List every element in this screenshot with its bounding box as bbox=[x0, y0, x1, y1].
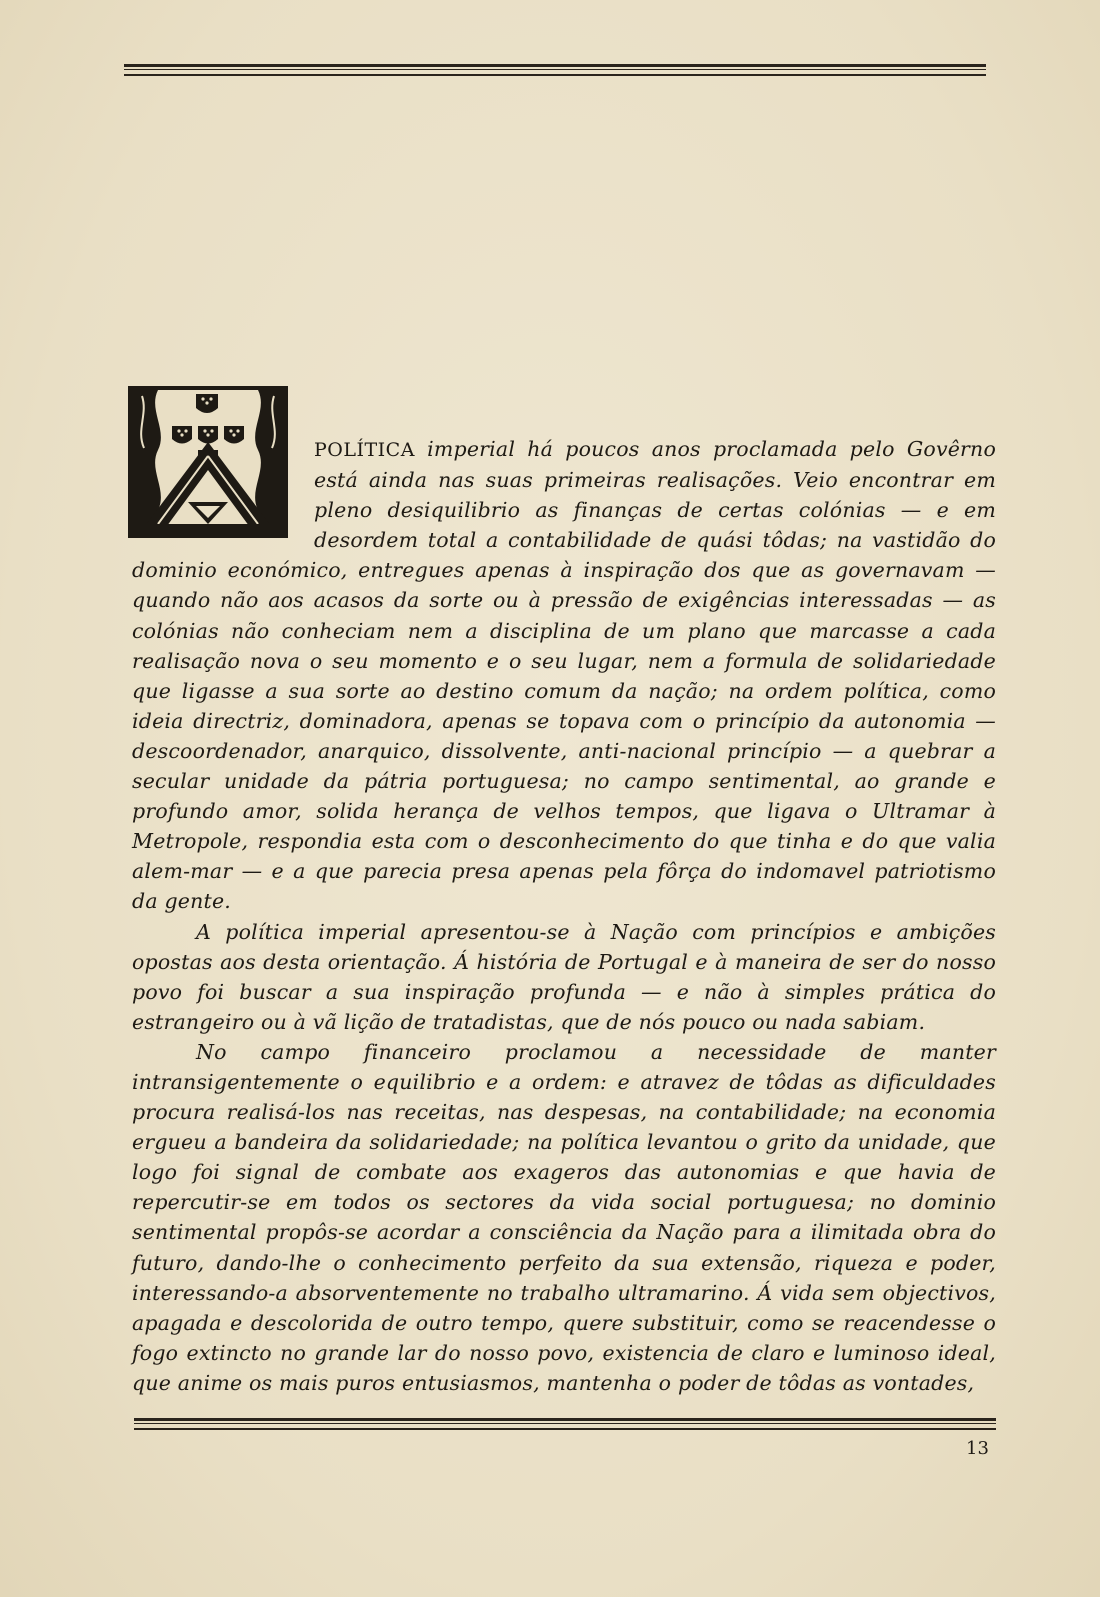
paragraph-1-text: imperial há poucos anos proclamada pelo Govêrno está ainda nas suas primeiras realisações. Veio encontrar em pleno desiquilibrio as finanças de certas colónias — e em desordem total a contabilidade de quási tôdas; na vastidão do dominio económico, entregues apenas à inspiração dos que as governavam — quando não aos acasos da sorte ou à pressão de exigências interessadas — as colónias não conheciam nem a disciplina de um plano que marcasse a cada realisação nova o seu momento e o seu lugar, nem a formula de solidariedade que ligasse a sua sorte ao destino comum da nação; na ordem política, como ideia directriz, dominadora, apenas se topava com o princípio da autonomia — descoordenador, anarquico, dissolvente, anti-nacional princípio — a quebrar a secular unidade da pátria portuguesa; no campo sentimental, ao grande e profundo amor, solida herança de velhos tempos, que ligava o Ultramar à Metropole, respondia esta com o desconhecimento do que tinha e do que valia alem-mar — e a que parecia presa apenas pela fôrça do indomavel patriotismo da gente. bbox=[132, 437, 996, 914]
page-number: 13 bbox=[966, 1438, 989, 1459]
top-rule bbox=[124, 64, 986, 76]
bottom-rule bbox=[134, 1418, 996, 1430]
paragraph-3: No campo financeiro proclamou a necessidade de manter intransigentemente o equilibrio e a ordem: e atravez de tôdas as dificuldades procura realisá-los nas receitas, nas despesas, na contabilidade; na economia ergueu a bandeira da solidariedade; na política levantou o grito da unidade, que logo foi signal de combate aos exageros das autonomias e que havia de repercutir-se em todos os sectores da vida social portuguesa; no dominio sentimental propôs-se acordar a consciência da Nação para a ilimitada obra do futuro, dando-lhe o conhecimento perfeito da sua extensão, riqueza e poder, interessando-a absorventemente no trabalho ultramarino. Á vida sem objectivos, apagada e descolorida de outro tempo, quere substituir, como se reacendesse o fogo extincto no grande lar do nosso povo, existencia de claro e luminoso ideal, que anime os mais puros entusiasmos, mantenha o poder de tôdas as vontades, bbox=[132, 1039, 996, 1395]
coat-of-arms-icon bbox=[128, 386, 288, 538]
lead-word: POLÍTICA bbox=[314, 439, 415, 461]
article-body bbox=[132, 434, 996, 1398]
paragraph-2: A política imperial apresentou-se à Nação com princípios e ambições opostas aos desta orientação. Á história de Portugal e à maneira de ser do nosso povo foi buscar a sua inspiração profunda — e não à simples prática do estrangeiro ou à vã lição de tratadistas, que de nós pouco ou nada sabiam. bbox=[132, 919, 996, 1034]
